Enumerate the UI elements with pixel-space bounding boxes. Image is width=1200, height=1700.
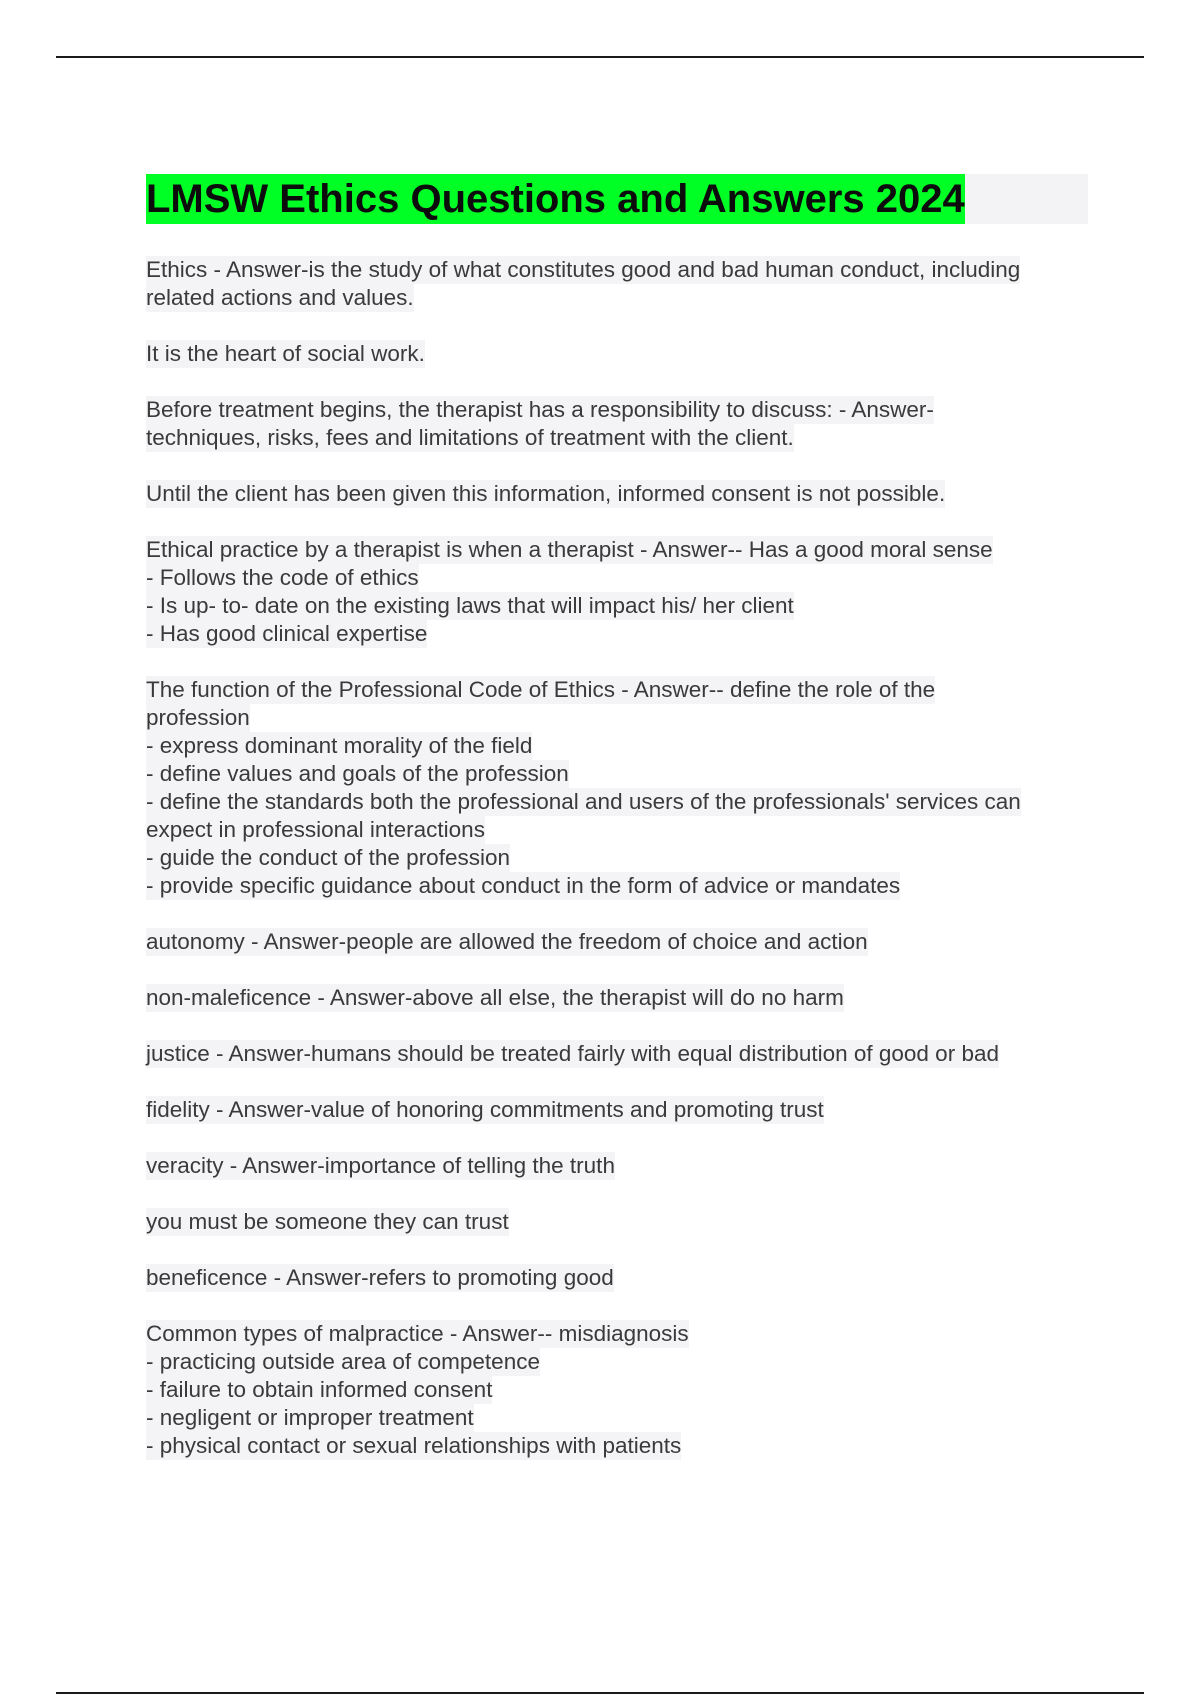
text-line: profession [146, 705, 250, 730]
top-rule [56, 56, 1144, 58]
text-line: - Has good clinical expertise [146, 621, 428, 646]
qa-paragraph [146, 396, 1091, 452]
text-line: Common types of malpractice - Answer-- misdiagnosis [146, 1321, 689, 1346]
text-line: fidelity - Answer-value of honoring commitments and promoting trust [146, 1097, 824, 1122]
text-line: justice - Answer-humans should be treated fairly with equal distribution of good or bad [146, 1041, 999, 1066]
document-title: LMSW Ethics Questions and Answers 2024 [146, 174, 965, 224]
text-line: - negligent or improper treatment [146, 1405, 474, 1430]
text-line: techniques, risks, fees and limitations of treatment with the client. [146, 425, 794, 450]
text-line: - Is up- to- date on the existing laws that will impact his/ her client [146, 593, 794, 618]
qa-paragraph [146, 340, 1091, 368]
text-line: - practicing outside area of competence [146, 1349, 540, 1374]
qa-paragraph [146, 1264, 1091, 1292]
text-line: - guide the conduct of the profession [146, 845, 510, 870]
text-line: - express dominant morality of the field [146, 733, 533, 758]
qa-paragraph [146, 536, 1091, 648]
qa-paragraph [146, 1320, 1091, 1460]
qa-paragraph [146, 1208, 1091, 1236]
text-line: related actions and values. [146, 285, 414, 310]
text-line: It is the heart of social work. [146, 341, 425, 366]
qa-list [146, 256, 1091, 1460]
text-line: you must be someone they can trust [146, 1209, 509, 1234]
qa-paragraph [146, 256, 1091, 312]
text-line: - Follows the code of ethics [146, 565, 419, 590]
document-body [146, 174, 1091, 1488]
text-line: - failure to obtain informed consent [146, 1377, 493, 1402]
text-line: veracity - Answer-importance of telling the truth [146, 1153, 615, 1178]
text-line: Ethics - Answer-is the study of what constitutes good and bad human conduct, including [146, 257, 1021, 282]
bottom-rule [56, 1692, 1144, 1694]
qa-paragraph [146, 928, 1091, 956]
qa-paragraph [146, 480, 1091, 508]
text-line: - define the standards both the professional and users of the professionals' services can [146, 789, 1021, 814]
text-line: Ethical practice by a therapist is when a therapist - Answer-- Has a good moral sense [146, 537, 993, 562]
text-line: beneficence - Answer-refers to promoting good [146, 1265, 614, 1290]
text-line: - provide specific guidance about conduct in the form of advice or mandates [146, 873, 901, 898]
text-line: autonomy - Answer-people are allowed the freedom of choice and action [146, 929, 868, 954]
text-line: The function of the Professional Code of Ethics - Answer-- define the role of the [146, 677, 936, 702]
text-line: - define values and goals of the profession [146, 761, 569, 786]
qa-paragraph [146, 1152, 1091, 1180]
text-line: non-maleficence - Answer-above all else, the therapist will do no harm [146, 985, 844, 1010]
qa-paragraph [146, 1096, 1091, 1124]
qa-paragraph [146, 1040, 1091, 1068]
text-line: Before treatment begins, the therapist has a responsibility to discuss: - Answer- [146, 397, 934, 422]
text-line: Until the client has been given this information, informed consent is not possible. [146, 481, 946, 506]
qa-paragraph [146, 984, 1091, 1012]
text-line: - physical contact or sexual relationships with patients [146, 1433, 682, 1458]
qa-paragraph [146, 676, 1091, 900]
text-line: expect in professional interactions [146, 817, 485, 842]
title-bar [146, 174, 1088, 224]
